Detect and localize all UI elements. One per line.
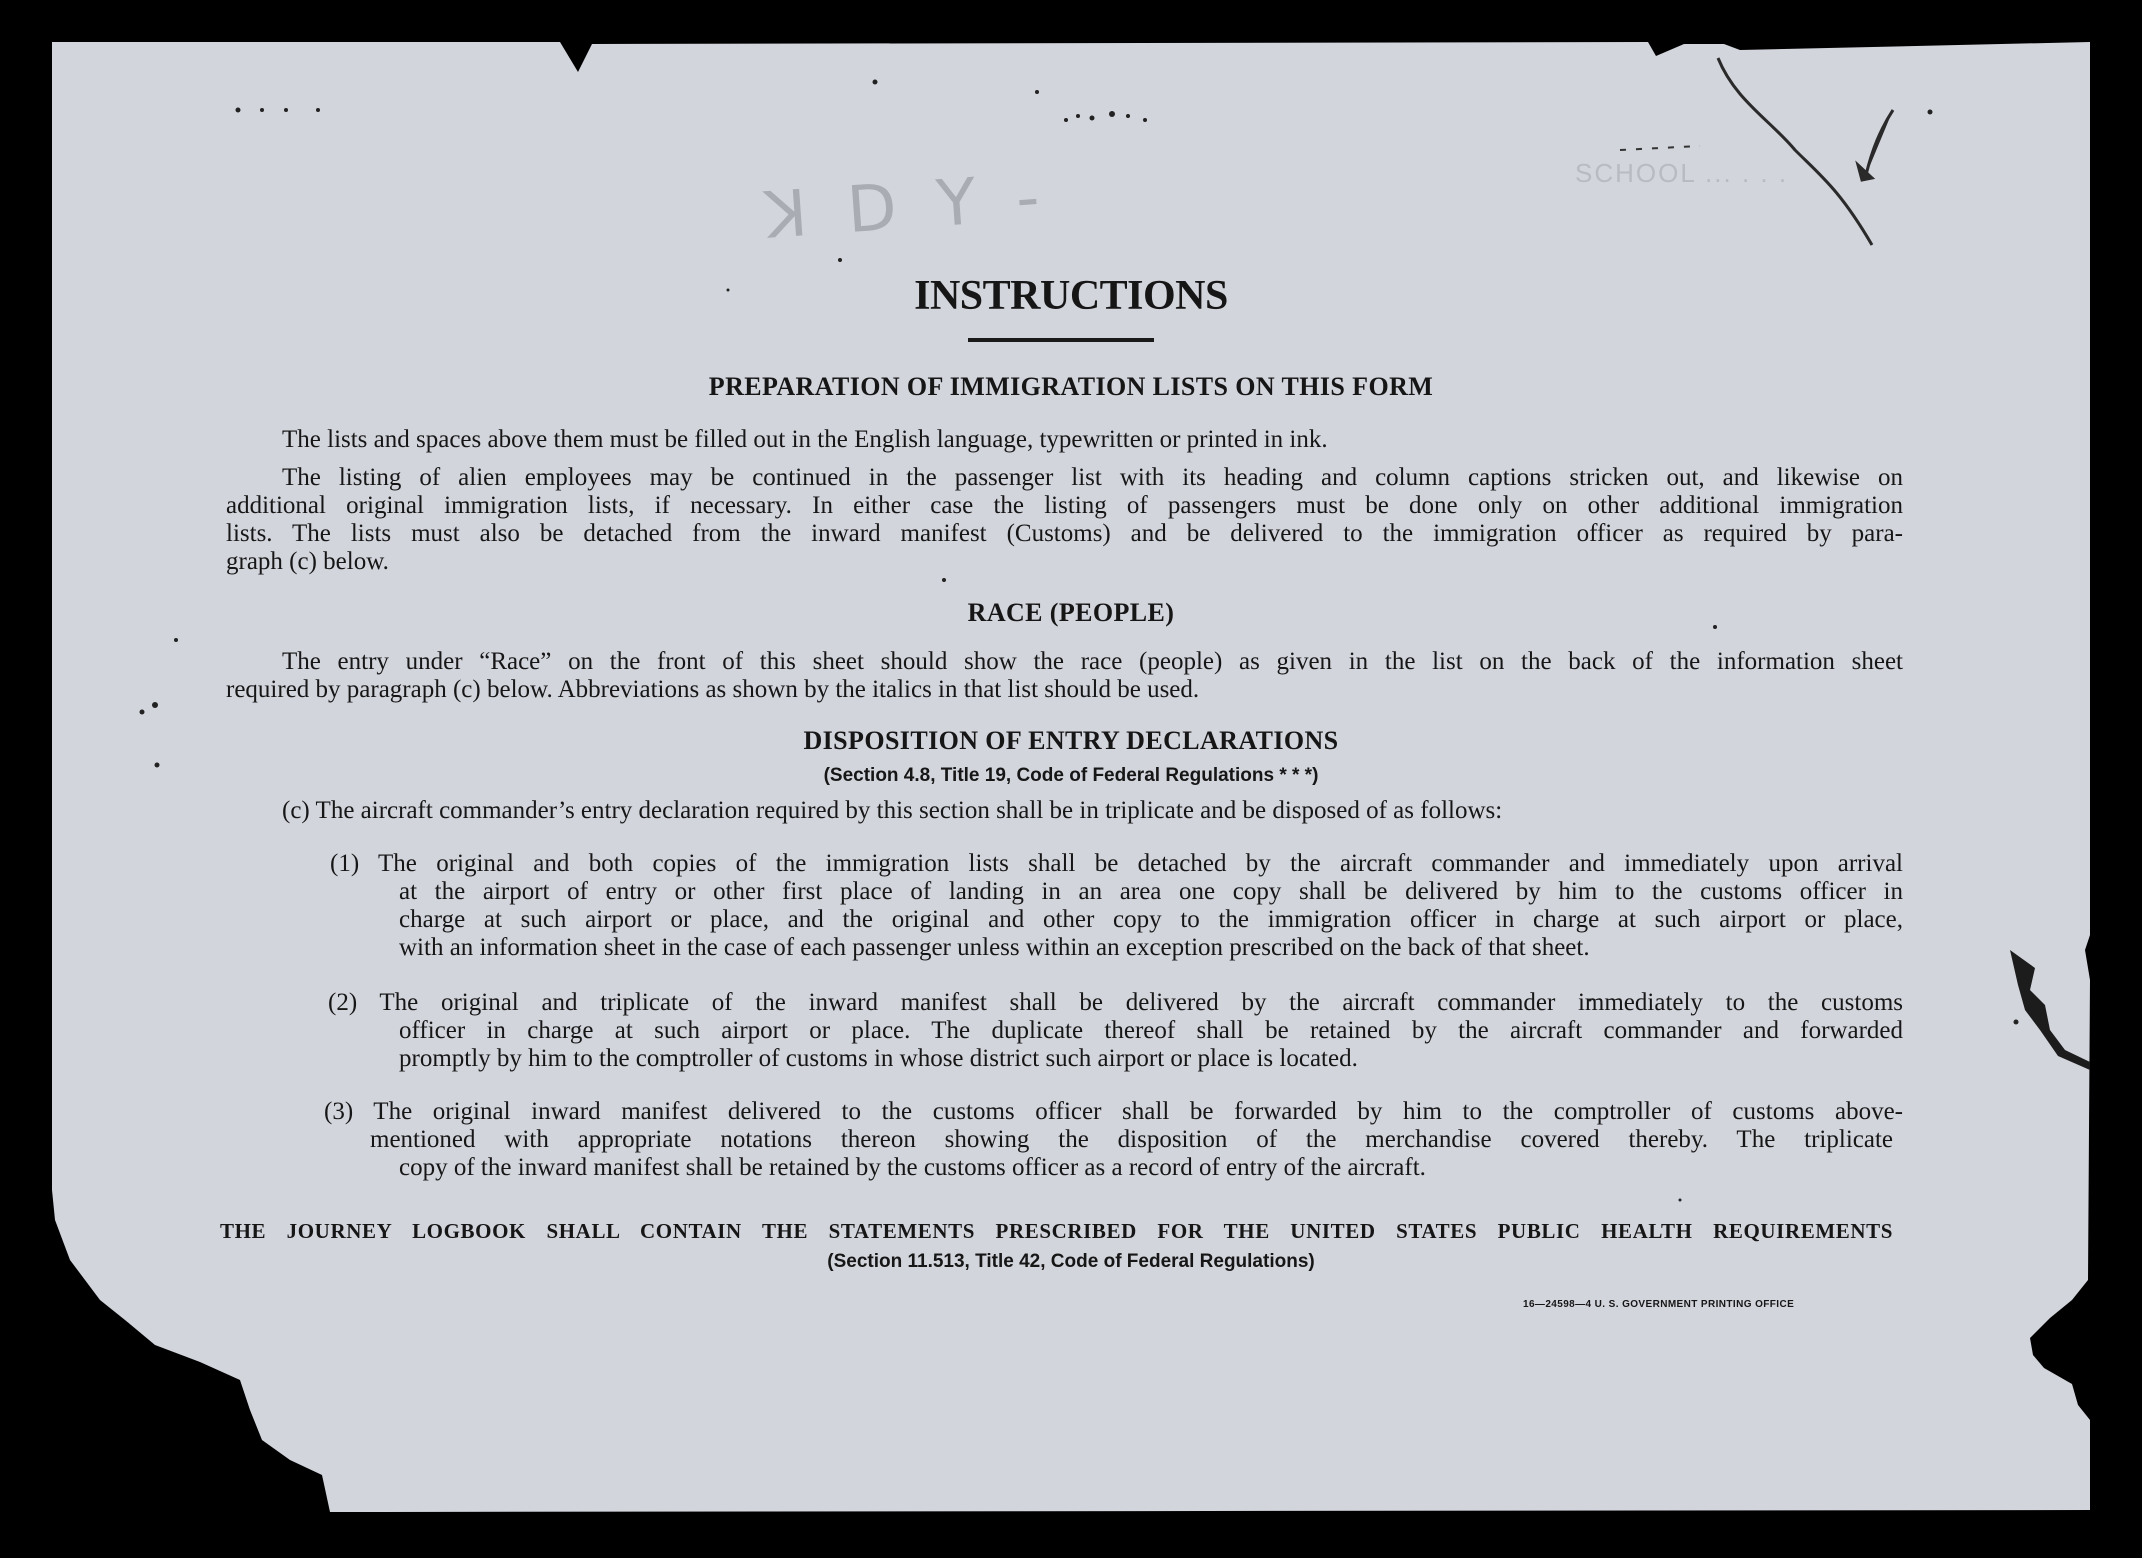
health-regulation-reference: (Section 11.513, Title 42, Code of Federal Regulations) bbox=[827, 1251, 1315, 1272]
section-heading-disposition: DISPOSITION OF ENTRY DECLARATIONS bbox=[803, 726, 1339, 755]
paragraph-line: (c) The aircraft commander’s entry declaration required by this section shall be in triplicate and be disposed of as follows: bbox=[282, 797, 1503, 824]
regulation-reference: (Section 4.8, Title 19, Code of Federal Regulations * * *) bbox=[823, 765, 1319, 786]
handwritten-mark: ꓘ D Y - bbox=[762, 160, 1052, 254]
title-underline bbox=[968, 338, 1154, 342]
health-requirements-statement: THE JOURNEY LOGBOOK SHALL CONTAIN THE STATEMENTS PRESCRIBED FOR THE UNITED STATES PUBLIC HEALTH REQUIREMENTS bbox=[220, 1219, 1893, 1243]
paragraph-line: lists. The lists must also be detached from the inward manifest (Customs) and be delivered to the immigration officer as required by para- bbox=[226, 520, 1903, 547]
paragraph-line: The listing of alien employees may be continued in the passenger list with its heading and column captions stricken out, and likewise on bbox=[282, 464, 1903, 491]
list-item-line: at the airport of entry or other first place of landing in an area one copy shall be delivered by him to the customs officer in bbox=[399, 878, 1903, 905]
list-item-line: officer in charge at such airport or place. The duplicate thereof shall be retained by the aircraft commander and forwarded bbox=[399, 1017, 1903, 1044]
paragraph-line: graph (c) below. bbox=[226, 548, 389, 575]
page-title: INSTRUCTIONS bbox=[914, 273, 1228, 319]
list-item-line: promptly by him to the comptroller of customs in whose district such airport or place is located. bbox=[399, 1045, 1358, 1072]
paragraph-line: The entry under “Race” on the front of this sheet should show the race (people) as given in the list on the back of the information sheet bbox=[282, 648, 1903, 675]
list-item-line: (3) The original inward manifest delivered to the customs officer shall be forwarded by him to the comptroller of customs above- bbox=[324, 1098, 1903, 1125]
section-heading-race: RACE (PEOPLE) bbox=[967, 598, 1175, 627]
paragraph-line: additional original immigration lists, if necessary. In either case the listing of passengers must be done only on other additional immigration bbox=[226, 492, 1903, 519]
printing-office-code: 16—24598—4 U. S. GOVERNMENT PRINTING OFFICE bbox=[1523, 1299, 1795, 1310]
list-item-line: (2) The original and triplicate of the inward manifest shall be delivered by the aircraft commander immediately to the customs bbox=[328, 989, 1903, 1016]
paragraph-line: The lists and spaces above them must be filled out in the English language, typewritten or printed in ink. bbox=[282, 426, 1328, 453]
list-item-line: with an information sheet in the case of each passenger unless within an exception prescribed on the back of that sheet. bbox=[399, 934, 1590, 961]
list-item-line: charge at such airport or place, and the original and other copy to the immigration officer in charge at such airport or place, bbox=[399, 906, 1903, 933]
list-item-line: copy of the inward manifest shall be retained by the customs officer as a record of entry of the aircraft. bbox=[399, 1154, 1426, 1181]
list-item-line: mentioned with appropriate notations thereon showing the disposition of the merchandise covered thereby. The triplicate bbox=[370, 1126, 1893, 1153]
bleed-through-text: SCHOOL ... . . . bbox=[1575, 158, 1789, 188]
section-heading-preparation: PREPARATION OF IMMIGRATION LISTS ON THIS FORM bbox=[708, 372, 1434, 401]
list-item-line: (1) The original and both copies of the immigration lists shall be detached by the aircraft commander and immediately upon arrival bbox=[330, 850, 1903, 877]
paragraph-line: required by paragraph (c) below. Abbreviations as shown by the italics in that list should be used. bbox=[226, 676, 1200, 703]
